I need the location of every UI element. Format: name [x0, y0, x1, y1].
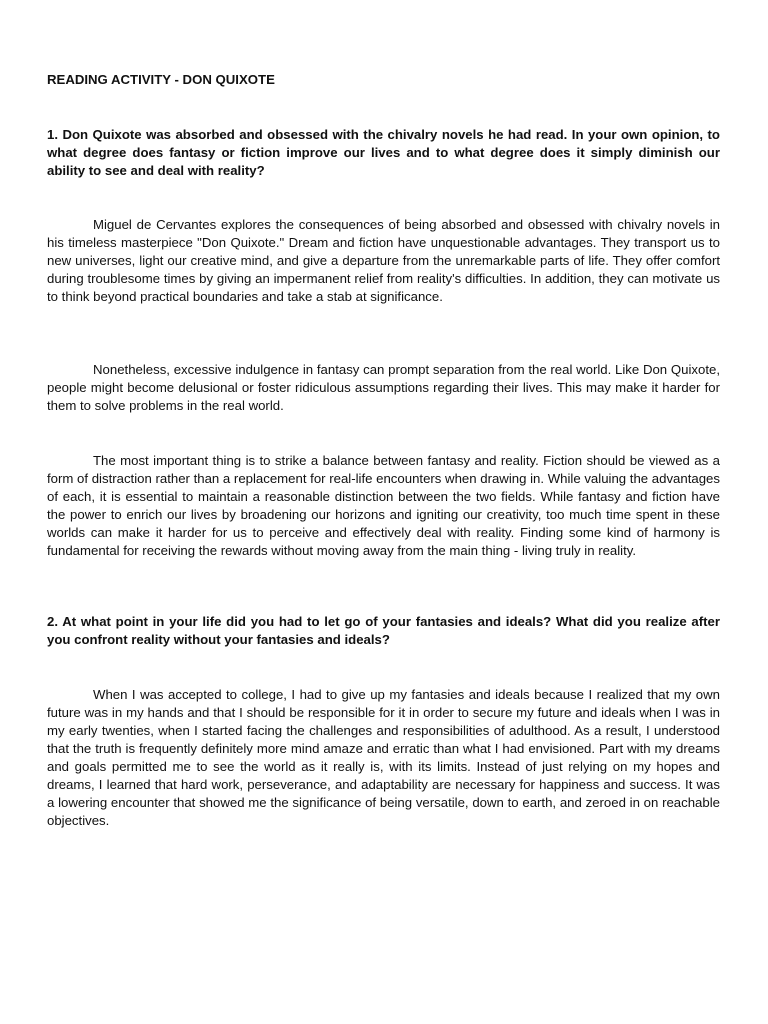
document-title: READING ACTIVITY - DON QUIXOTE — [47, 72, 275, 87]
answer-1-paragraph-2: Nonetheless, excessive indulgence in fantasy can prompt separation from the real world. Like Don Quixote, people might become delusional or foster ridiculous assumptions regarding their lives. This may make it harder for them to solve problems in the real world. — [47, 362, 720, 413]
answer-1-paragraph-1: Miguel de Cervantes explores the consequences of being absorbed and obsessed with chivalry novels in his timeless masterpiece "Don Quixote." Dream and fiction have unquestionable advantages. They transport us to new universes, light our creative mind, and give a departure from the unremarkable parts of life. They offer comfort during troublesome times by giving an impermanent relief from reality's difficulties. In addition, they can motivate us to think beyond practical boundaries and take a stab at significance. — [47, 217, 720, 304]
question-2: 2. At what point in your life did you had to let go of your fantasies and ideals? What did you realize after you confront reality without your fantasies and ideals? — [47, 614, 720, 647]
answer-1-paragraph-3: The most important thing is to strike a balance between fantasy and reality. Fiction should be viewed as a form of distraction rather than a replacement for real-life encounters when drawing in. While valuing the advantages of each, it is essential to maintain a reasonable distinction between the two fields. While fantasy and fiction have the power to enrich our lives by broadening our horizons and igniting our creativity, too much time spent in these worlds can make it harder for us to perceive and effectively deal with reality. Finding some kind of harmony is fundamental for receiving the rewards without moving away from the main thing - living truly in reality. — [47, 453, 720, 558]
question-1: 1. Don Quixote was absorbed and obsessed with the chivalry novels he had read. In your own opinion, to what degree does fantasy or fiction improve our lives and to what degree does it simply diminish our ability to see and deal with reality? — [47, 127, 720, 178]
answer-2-paragraph-1: When I was accepted to college, I had to give up my fantasies and ideals because I realized that my own future was in my hands and that I should be responsible for it in order to secure my future and ideals when I was in my early twenties, when I started facing the challenges and responsibilities of adulthood. As a result, I understood that the truth is frequently definitely more mind amaze and erratic than what I had envisioned. Part with my dreams and goals permitted me to see the world as it really is, with its limits. Instead of just relying on my hopes and dreams, I learned that hard work, perseverance, and adaptability are necessary for happiness and success. It was a lowering encounter that showed me the significance of being versatile, down to earth, and zeroed in on reachable objectives. — [47, 687, 720, 828]
